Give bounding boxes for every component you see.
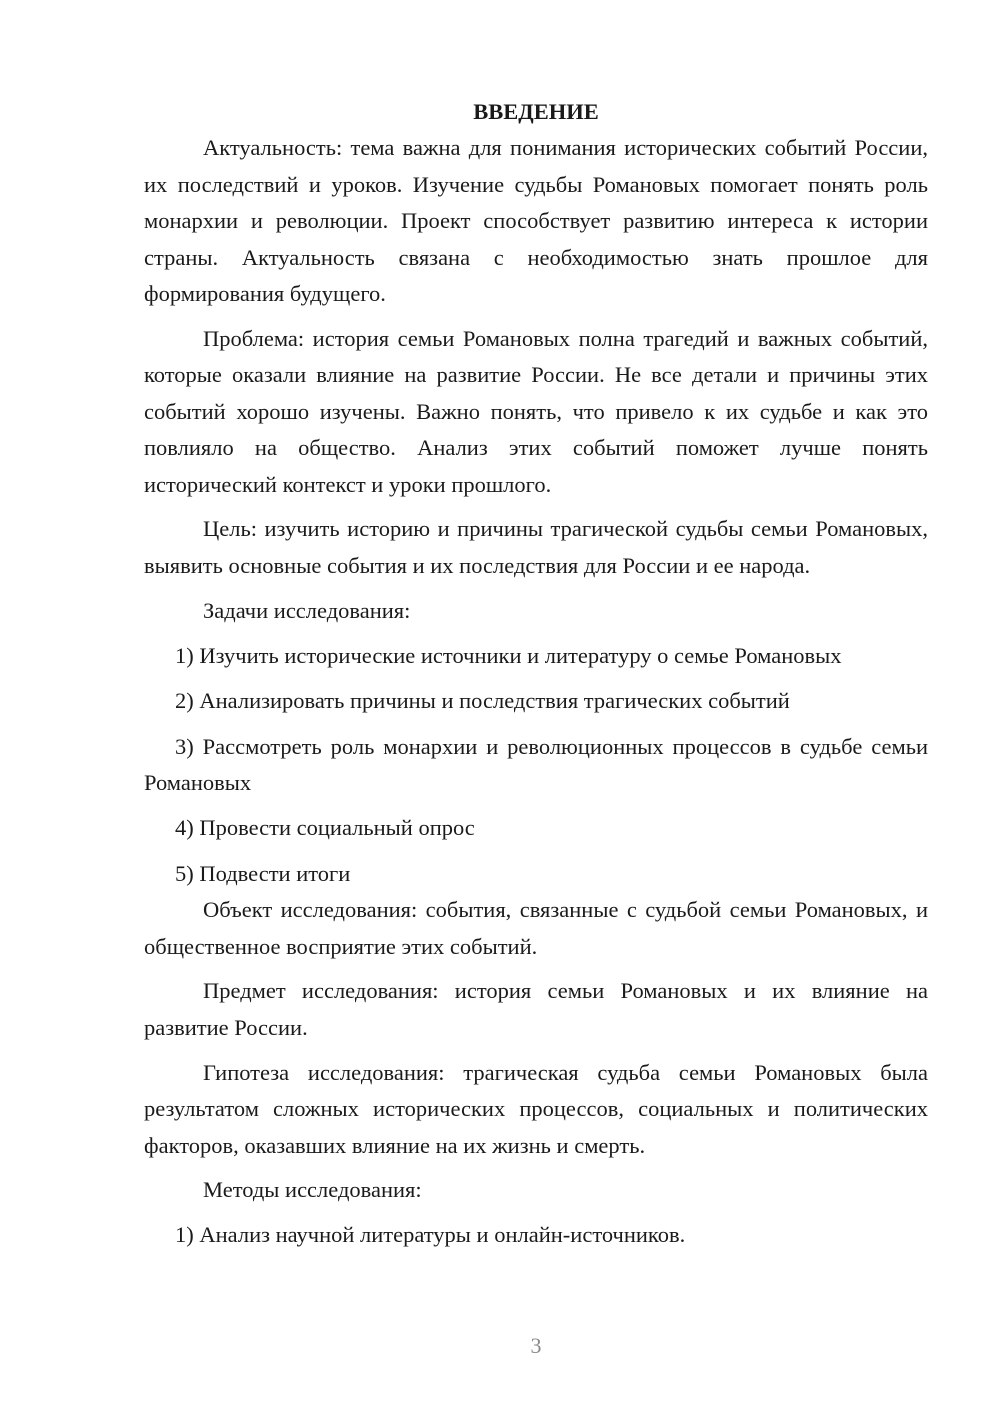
task-item-2: 2) Анализировать причины и последствия трагических событий bbox=[175, 688, 790, 714]
subject-paragraph: Предмет исследования: история семьи Романовых и их влияние на развитие России. bbox=[144, 978, 928, 1040]
document-page bbox=[144, 94, 928, 1254]
task-item-1: 1) Изучить исторические источники и литературу о семье Романовых bbox=[175, 642, 842, 668]
object-paragraph: Объект исследования: события, связанные с судьбой семьи Романовых, и общественное восприятие этих событий. bbox=[144, 897, 928, 959]
method-item-1: 1) Анализ научной литературы и онлайн-источников. bbox=[175, 1222, 686, 1248]
task-item-5: 5) Подвести итоги bbox=[175, 860, 351, 886]
task-item-3: 3) Рассмотреть роль монархии и революционных процессов в судьбе семьи Романовых bbox=[144, 733, 928, 795]
page-number: 3 bbox=[530, 1333, 542, 1358]
relevance-paragraph: Актуальность: тема важна для понимания исторических событий России, их последствий и уроков. Изучение судьбы Романовых помогает понять роль монархии и революции. Проект способствует развитию интереса к истории страны. Актуальность связана с необходимостью знать прошлое для формирования будущего. bbox=[144, 135, 928, 307]
methods-heading: Методы исследования: bbox=[203, 1177, 422, 1203]
task-item-4: 4) Провести социальный опрос bbox=[175, 815, 475, 841]
section-title: ВВЕДЕНИЕ bbox=[473, 99, 599, 124]
problem-paragraph: Проблема: история семьи Романовых полна трагедий и важных событий, которые оказали влияние на развитие России. Не все детали и причины этих событий хорошо изучены. Важно понять, что привело к их судьбе и как это повлияло на общество. Анализ этих событий поможет лучше понять исторический контекст и уроки прошлого. bbox=[144, 325, 928, 497]
hypothesis-paragraph: Гипотеза исследования: трагическая судьба семьи Романовых была результатом сложных исторических процессов, социальных и политических факторов, оказавших влияние на их жизнь и смерть. bbox=[144, 1059, 928, 1158]
tasks-heading: Задачи исследования: bbox=[203, 597, 411, 623]
goal-paragraph: Цель: изучить историю и причины трагической судьбы семьи Романовых, выявить основные события и их последствия для России и ее народа. bbox=[144, 516, 928, 578]
